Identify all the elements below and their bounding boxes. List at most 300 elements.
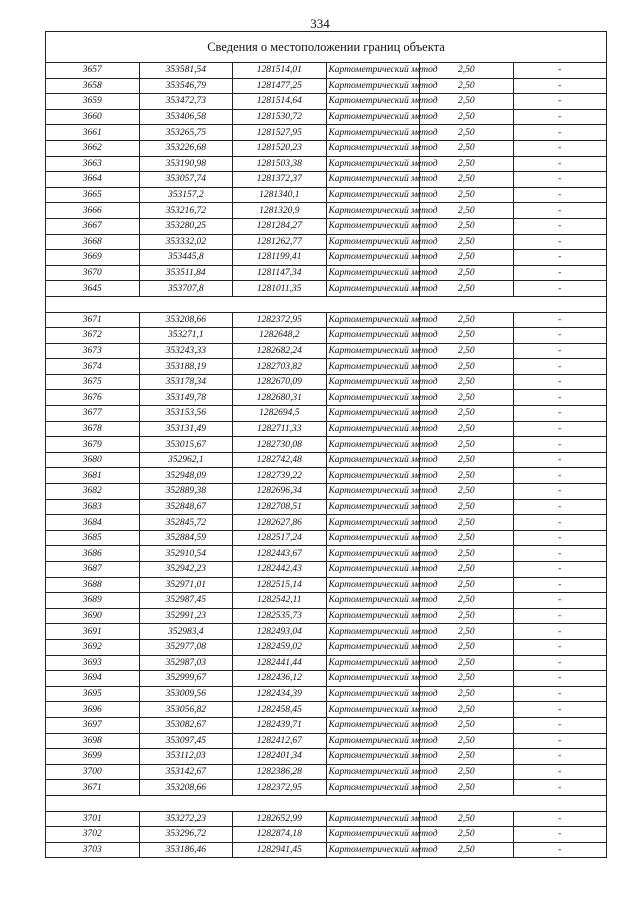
method-cell: Картометрический метод — [326, 484, 420, 500]
table-row — [46, 671, 607, 687]
method-cell: Картометрический метод — [326, 639, 420, 655]
table-row — [46, 608, 607, 624]
accuracy-cell: 2,50 — [420, 234, 514, 250]
description-cell: - — [513, 639, 607, 655]
point-number-cell: 3658 — [46, 78, 140, 94]
coord-x-cell: 353226,68 — [139, 140, 233, 156]
accuracy-cell: 2,50 — [420, 780, 514, 796]
method-cell: Картометрический метод — [326, 702, 420, 718]
coord-x-cell: 352910,54 — [139, 546, 233, 562]
description-cell: - — [513, 250, 607, 266]
coord-x-cell: 353112,03 — [139, 749, 233, 765]
description-cell: - — [513, 717, 607, 733]
coord-y-cell: 1282439,71 — [233, 717, 327, 733]
method-cell: Картометрический метод — [326, 452, 420, 468]
accuracy-cell: 2,50 — [420, 484, 514, 500]
coord-x-cell: 353546,79 — [139, 78, 233, 94]
coord-y-cell: 1282517,24 — [233, 530, 327, 546]
coord-x-cell: 353511,84 — [139, 265, 233, 281]
point-number-cell: 3683 — [46, 499, 140, 515]
point-number-cell: 3690 — [46, 608, 140, 624]
accuracy-cell: 2,50 — [420, 624, 514, 640]
coord-y-cell: 1282711,33 — [233, 421, 327, 437]
coord-x-cell: 352991,23 — [139, 608, 233, 624]
point-number-cell: 3679 — [46, 437, 140, 453]
coord-x-cell: 353208,66 — [139, 780, 233, 796]
method-cell: Картометрический метод — [326, 577, 420, 593]
accuracy-cell: 2,50 — [420, 281, 514, 297]
method-cell: Картометрический метод — [326, 359, 420, 375]
accuracy-cell: 2,50 — [420, 717, 514, 733]
group-separator — [46, 296, 607, 312]
description-cell: - — [513, 265, 607, 281]
coord-y-cell: 1282436,12 — [233, 671, 327, 687]
accuracy-cell: 2,50 — [420, 312, 514, 328]
coord-x-cell: 352962,1 — [139, 452, 233, 468]
coord-x-cell: 352987,03 — [139, 655, 233, 671]
point-number-cell: 3697 — [46, 717, 140, 733]
table-row — [46, 281, 607, 297]
point-number-cell: 3671 — [46, 780, 140, 796]
accuracy-cell: 2,50 — [420, 811, 514, 827]
description-cell: - — [513, 562, 607, 578]
description-cell: - — [513, 63, 607, 79]
coord-x-cell: 353186,46 — [139, 842, 233, 858]
method-cell: Картометрический метод — [326, 764, 420, 780]
description-cell: - — [513, 406, 607, 422]
point-number-cell: 3703 — [46, 842, 140, 858]
description-cell: - — [513, 764, 607, 780]
accuracy-cell: 2,50 — [420, 593, 514, 609]
table-row — [46, 390, 607, 406]
description-cell: - — [513, 842, 607, 858]
coord-x-cell: 353178,34 — [139, 374, 233, 390]
table-row — [46, 624, 607, 640]
coord-x-cell: 353406,58 — [139, 109, 233, 125]
table-row — [46, 343, 607, 359]
point-number-cell: 3699 — [46, 749, 140, 765]
table-row — [46, 156, 607, 172]
table-row — [46, 250, 607, 266]
point-number-cell: 3682 — [46, 484, 140, 500]
point-number-cell: 3696 — [46, 702, 140, 718]
table-row — [46, 94, 607, 110]
accuracy-cell: 2,50 — [420, 827, 514, 843]
point-number-cell: 3684 — [46, 515, 140, 531]
description-cell: - — [513, 780, 607, 796]
coord-x-cell: 353009,56 — [139, 686, 233, 702]
table-row — [46, 187, 607, 203]
method-cell: Картометрический метод — [326, 312, 420, 328]
description-cell: - — [513, 187, 607, 203]
description-cell: - — [513, 78, 607, 94]
coord-x-cell: 353056,82 — [139, 702, 233, 718]
point-number-cell: 3671 — [46, 312, 140, 328]
accuracy-cell: 2,50 — [420, 109, 514, 125]
table-row — [46, 421, 607, 437]
method-cell: Картометрический метод — [326, 733, 420, 749]
coord-x-cell: 352845,72 — [139, 515, 233, 531]
method-cell: Картометрический метод — [326, 281, 420, 297]
coord-x-cell: 353131,49 — [139, 421, 233, 437]
accuracy-cell: 2,50 — [420, 203, 514, 219]
description-cell: - — [513, 218, 607, 234]
accuracy-cell: 2,50 — [420, 764, 514, 780]
coord-y-cell: 1282442,43 — [233, 562, 327, 578]
accuracy-cell: 2,50 — [420, 577, 514, 593]
description-cell: - — [513, 608, 607, 624]
coord-x-cell: 353082,67 — [139, 717, 233, 733]
description-cell: - — [513, 702, 607, 718]
coord-y-cell: 1282412,67 — [233, 733, 327, 749]
coord-x-cell: 353149,78 — [139, 390, 233, 406]
table-row — [46, 733, 607, 749]
method-cell: Картометрический метод — [326, 406, 420, 422]
coord-y-cell: 1282648,2 — [233, 328, 327, 344]
coord-y-cell: 1281503,38 — [233, 156, 327, 172]
method-cell: Картометрический метод — [326, 655, 420, 671]
description-cell: - — [513, 593, 607, 609]
table-row — [46, 172, 607, 188]
description-cell: - — [513, 359, 607, 375]
accuracy-cell: 2,50 — [420, 608, 514, 624]
table-row — [46, 811, 607, 827]
coord-x-cell: 352999,67 — [139, 671, 233, 687]
group-separator — [46, 795, 607, 811]
coord-x-cell: 353190,98 — [139, 156, 233, 172]
description-cell: - — [513, 328, 607, 344]
point-number-cell: 3692 — [46, 639, 140, 655]
point-number-cell: 3677 — [46, 406, 140, 422]
table-row — [46, 655, 607, 671]
description-cell: - — [513, 281, 607, 297]
coord-x-cell: 353272,23 — [139, 811, 233, 827]
description-cell: - — [513, 390, 607, 406]
point-number-cell: 3670 — [46, 265, 140, 281]
coord-y-cell: 1282696,34 — [233, 484, 327, 500]
description-cell: - — [513, 811, 607, 827]
accuracy-cell: 2,50 — [420, 63, 514, 79]
description-cell: - — [513, 515, 607, 531]
method-cell: Картометрический метод — [326, 343, 420, 359]
table-row — [46, 140, 607, 156]
point-number-cell: 3698 — [46, 733, 140, 749]
accuracy-cell: 2,50 — [420, 468, 514, 484]
point-number-cell: 3678 — [46, 421, 140, 437]
description-cell: - — [513, 94, 607, 110]
coord-y-cell: 1282680,31 — [233, 390, 327, 406]
point-number-cell: 3688 — [46, 577, 140, 593]
table-row — [46, 203, 607, 219]
point-number-cell: 3681 — [46, 468, 140, 484]
table-row — [46, 218, 607, 234]
point-number-cell: 3645 — [46, 281, 140, 297]
method-cell: Картометрический метод — [326, 671, 420, 687]
accuracy-cell: 2,50 — [420, 499, 514, 515]
method-cell: Картометрический метод — [326, 608, 420, 624]
coord-y-cell: 1282708,51 — [233, 499, 327, 515]
description-cell: - — [513, 437, 607, 453]
coord-x-cell: 352942,23 — [139, 562, 233, 578]
table-row — [46, 109, 607, 125]
point-number-cell: 3674 — [46, 359, 140, 375]
method-cell: Картометрический метод — [326, 468, 420, 484]
description-cell: - — [513, 312, 607, 328]
coord-y-cell: 1281011,35 — [233, 281, 327, 297]
coord-y-cell: 1281284,27 — [233, 218, 327, 234]
method-cell: Картометрический метод — [326, 234, 420, 250]
method-cell: Картометрический метод — [326, 546, 420, 562]
coord-y-cell: 1282372,95 — [233, 780, 327, 796]
accuracy-cell: 2,50 — [420, 265, 514, 281]
accuracy-cell: 2,50 — [420, 452, 514, 468]
method-cell: Картометрический метод — [326, 593, 420, 609]
description-cell: - — [513, 499, 607, 515]
description-cell: - — [513, 343, 607, 359]
method-cell: Картометрический метод — [326, 827, 420, 843]
method-cell: Картометрический метод — [326, 156, 420, 172]
coord-x-cell: 353472,73 — [139, 94, 233, 110]
coord-x-cell: 352889,38 — [139, 484, 233, 500]
coord-y-cell: 1282874,18 — [233, 827, 327, 843]
coord-x-cell: 353332,02 — [139, 234, 233, 250]
accuracy-cell: 2,50 — [420, 328, 514, 344]
method-cell: Картометрический метод — [326, 109, 420, 125]
description-cell: - — [513, 203, 607, 219]
method-cell: Картометрический метод — [326, 63, 420, 79]
table-row — [46, 78, 607, 94]
accuracy-cell: 2,50 — [420, 390, 514, 406]
coord-x-cell: 353445,8 — [139, 250, 233, 266]
method-cell: Картометрический метод — [326, 686, 420, 702]
coord-y-cell: 1282443,67 — [233, 546, 327, 562]
coord-x-cell: 353216,72 — [139, 203, 233, 219]
point-number-cell: 3665 — [46, 187, 140, 203]
accuracy-cell: 2,50 — [420, 156, 514, 172]
accuracy-cell: 2,50 — [420, 187, 514, 203]
coord-y-cell: 1281477,25 — [233, 78, 327, 94]
boundary-table — [45, 31, 607, 858]
coord-x-cell: 353153,56 — [139, 406, 233, 422]
table-row — [46, 125, 607, 141]
accuracy-cell: 2,50 — [420, 671, 514, 687]
coord-x-cell: 352983,4 — [139, 624, 233, 640]
accuracy-cell: 2,50 — [420, 374, 514, 390]
coord-y-cell: 1282730,08 — [233, 437, 327, 453]
table-row — [46, 265, 607, 281]
description-cell: - — [513, 484, 607, 500]
point-number-cell: 3662 — [46, 140, 140, 156]
point-number-cell: 3687 — [46, 562, 140, 578]
accuracy-cell: 2,50 — [420, 78, 514, 94]
accuracy-cell: 2,50 — [420, 218, 514, 234]
coord-y-cell: 1282739,22 — [233, 468, 327, 484]
point-number-cell: 3686 — [46, 546, 140, 562]
point-number-cell: 3668 — [46, 234, 140, 250]
description-cell: - — [513, 125, 607, 141]
method-cell: Картометрический метод — [326, 218, 420, 234]
point-number-cell: 3669 — [46, 250, 140, 266]
table-row — [46, 827, 607, 843]
point-number-cell: 3694 — [46, 671, 140, 687]
page-number: 334 — [310, 16, 330, 31]
accuracy-cell: 2,50 — [420, 125, 514, 141]
point-number-cell: 3695 — [46, 686, 140, 702]
coord-y-cell: 1282515,14 — [233, 577, 327, 593]
accuracy-cell: 2,50 — [420, 437, 514, 453]
accuracy-cell: 2,50 — [420, 406, 514, 422]
coord-x-cell: 353581,54 — [139, 63, 233, 79]
method-cell: Картометрический метод — [326, 187, 420, 203]
description-cell: - — [513, 530, 607, 546]
coord-x-cell: 352977,08 — [139, 639, 233, 655]
description-cell: - — [513, 546, 607, 562]
table-row — [46, 780, 607, 796]
point-number-cell: 3676 — [46, 390, 140, 406]
method-cell: Картометрический метод — [326, 203, 420, 219]
coord-x-cell: 352987,45 — [139, 593, 233, 609]
method-cell: Картометрический метод — [326, 250, 420, 266]
accuracy-cell: 2,50 — [420, 562, 514, 578]
coord-y-cell: 1281527,95 — [233, 125, 327, 141]
method-cell: Картометрический метод — [326, 172, 420, 188]
table-row — [46, 484, 607, 500]
table-row — [46, 234, 607, 250]
coord-y-cell: 1281147,34 — [233, 265, 327, 281]
coord-y-cell: 1281520,23 — [233, 140, 327, 156]
coord-x-cell: 353280,25 — [139, 218, 233, 234]
accuracy-cell: 2,50 — [420, 343, 514, 359]
coord-y-cell: 1282458,45 — [233, 702, 327, 718]
method-cell: Картометрический метод — [326, 842, 420, 858]
description-cell: - — [513, 109, 607, 125]
description-cell: - — [513, 733, 607, 749]
coord-y-cell: 1282542,11 — [233, 593, 327, 609]
method-cell: Картометрический метод — [326, 328, 420, 344]
point-number-cell: 3666 — [46, 203, 140, 219]
separator-cell — [46, 795, 607, 811]
accuracy-cell: 2,50 — [420, 639, 514, 655]
coord-x-cell: 352884,59 — [139, 530, 233, 546]
point-number-cell: 3673 — [46, 343, 140, 359]
accuracy-cell: 2,50 — [420, 359, 514, 375]
coord-y-cell: 1281530,72 — [233, 109, 327, 125]
coord-y-cell: 1281340,1 — [233, 187, 327, 203]
coord-x-cell: 353188,19 — [139, 359, 233, 375]
table-row — [46, 530, 607, 546]
method-cell: Картометрический метод — [326, 811, 420, 827]
description-cell: - — [513, 234, 607, 250]
method-cell: Картометрический метод — [326, 749, 420, 765]
coord-x-cell: 352971,01 — [139, 577, 233, 593]
table-row — [46, 374, 607, 390]
point-number-cell: 3702 — [46, 827, 140, 843]
coord-x-cell: 352948,09 — [139, 468, 233, 484]
point-number-cell: 3667 — [46, 218, 140, 234]
accuracy-cell: 2,50 — [420, 172, 514, 188]
description-cell: - — [513, 749, 607, 765]
table-row — [46, 686, 607, 702]
coord-y-cell: 1281199,41 — [233, 250, 327, 266]
table-row — [46, 406, 607, 422]
accuracy-cell: 2,50 — [420, 140, 514, 156]
method-cell: Картометрический метод — [326, 125, 420, 141]
separator-cell — [46, 296, 607, 312]
description-cell: - — [513, 655, 607, 671]
coord-x-cell: 353015,67 — [139, 437, 233, 453]
method-cell: Картометрический метод — [326, 140, 420, 156]
coord-y-cell: 1282627,86 — [233, 515, 327, 531]
accuracy-cell: 2,50 — [420, 655, 514, 671]
method-cell: Картометрический метод — [326, 374, 420, 390]
table-row — [46, 639, 607, 655]
coord-x-cell: 353208,66 — [139, 312, 233, 328]
coord-x-cell: 353057,74 — [139, 172, 233, 188]
point-number-cell: 3689 — [46, 593, 140, 609]
method-cell: Картометрический метод — [326, 94, 420, 110]
description-cell: - — [513, 156, 607, 172]
coord-x-cell: 352848,67 — [139, 499, 233, 515]
coord-y-cell: 1282386,28 — [233, 764, 327, 780]
point-number-cell: 3663 — [46, 156, 140, 172]
accuracy-cell: 2,50 — [420, 733, 514, 749]
coord-y-cell: 1281320,9 — [233, 203, 327, 219]
method-cell: Картометрический метод — [326, 530, 420, 546]
coord-y-cell: 1282742,48 — [233, 452, 327, 468]
description-cell: - — [513, 468, 607, 484]
table-row — [46, 764, 607, 780]
coord-y-cell: 1282670,09 — [233, 374, 327, 390]
description-cell: - — [513, 374, 607, 390]
table-row — [46, 328, 607, 344]
description-cell: - — [513, 577, 607, 593]
point-number-cell: 3693 — [46, 655, 140, 671]
coord-x-cell: 353097,45 — [139, 733, 233, 749]
coord-x-cell: 353243,33 — [139, 343, 233, 359]
coord-x-cell: 353271,1 — [139, 328, 233, 344]
coord-y-cell: 1282535,73 — [233, 608, 327, 624]
description-cell: - — [513, 452, 607, 468]
coord-y-cell: 1282703,82 — [233, 359, 327, 375]
coord-y-cell: 1281372,37 — [233, 172, 327, 188]
table-row — [46, 562, 607, 578]
coord-x-cell: 353707,8 — [139, 281, 233, 297]
coord-y-cell: 1281514,01 — [233, 63, 327, 79]
coord-y-cell: 1282372,95 — [233, 312, 327, 328]
coord-y-cell: 1282459,02 — [233, 639, 327, 655]
coord-y-cell: 1282694,5 — [233, 406, 327, 422]
accuracy-cell: 2,50 — [420, 749, 514, 765]
coord-y-cell: 1282434,39 — [233, 686, 327, 702]
table-row — [46, 593, 607, 609]
description-cell: - — [513, 624, 607, 640]
description-cell: - — [513, 671, 607, 687]
method-cell: Картометрический метод — [326, 78, 420, 94]
description-cell: - — [513, 827, 607, 843]
coord-y-cell: 1281514,64 — [233, 94, 327, 110]
accuracy-cell: 2,50 — [420, 702, 514, 718]
coord-y-cell: 1282441,44 — [233, 655, 327, 671]
point-number-cell: 3657 — [46, 63, 140, 79]
table-row — [46, 749, 607, 765]
accuracy-cell: 2,50 — [420, 530, 514, 546]
table-row — [46, 702, 607, 718]
point-number-cell: 3661 — [46, 125, 140, 141]
coord-y-cell: 1282401,34 — [233, 749, 327, 765]
table-row — [46, 515, 607, 531]
description-cell: - — [513, 172, 607, 188]
coord-x-cell: 353296,72 — [139, 827, 233, 843]
